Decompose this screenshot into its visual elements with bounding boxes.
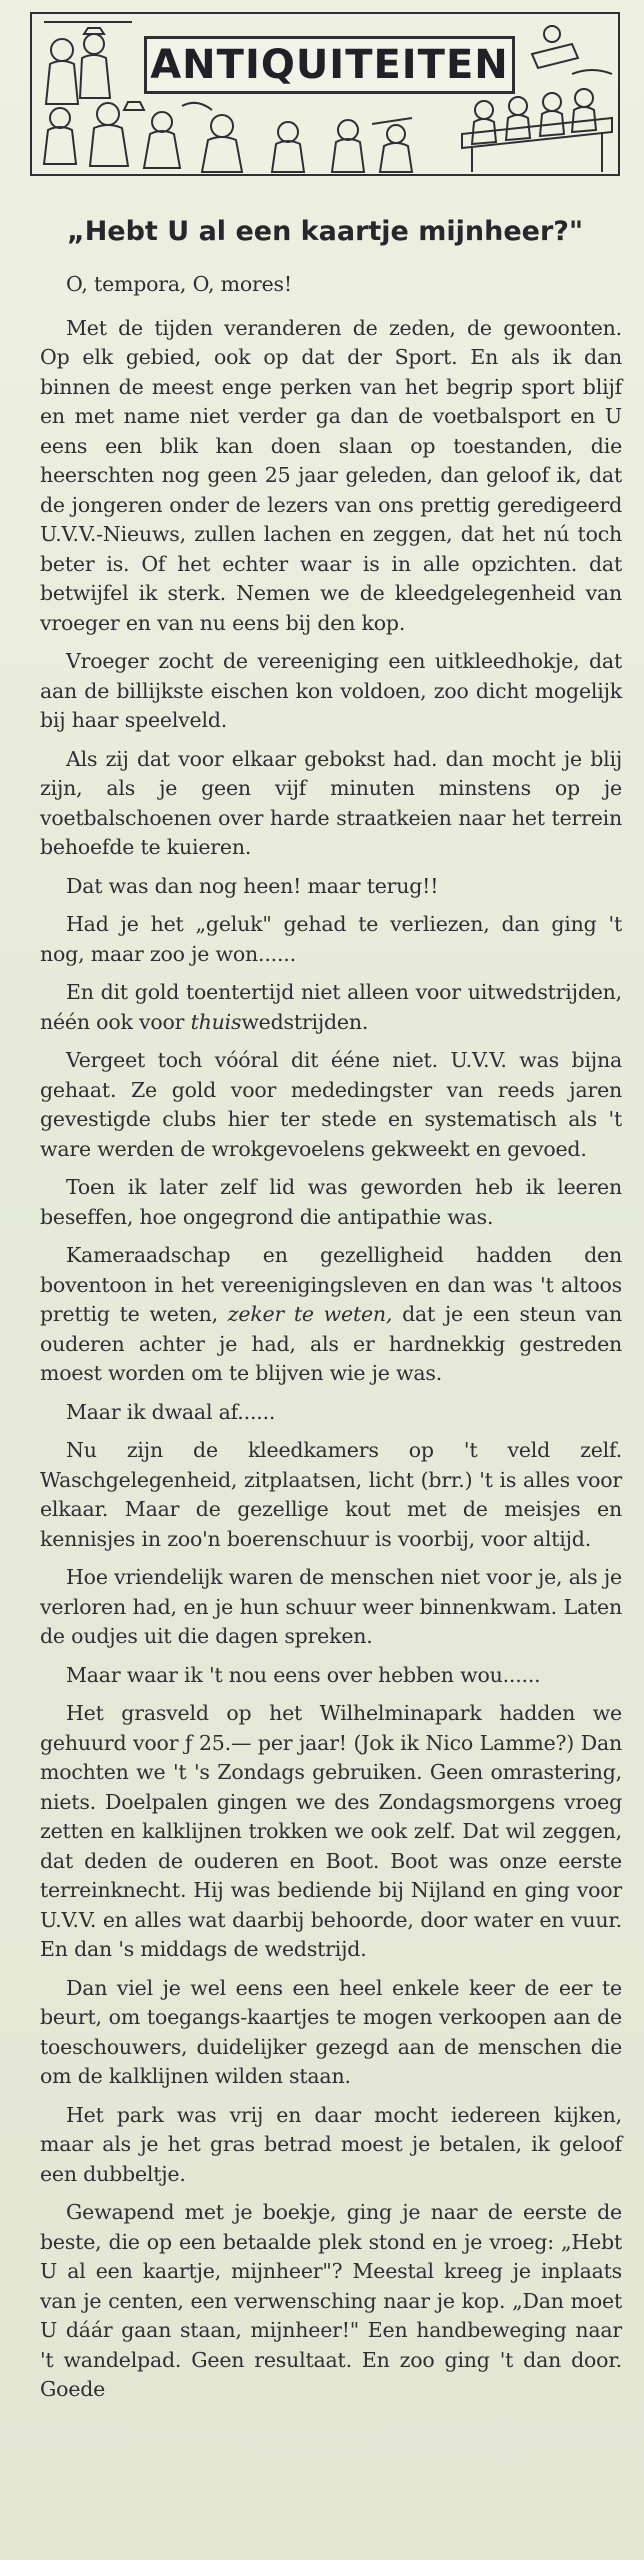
paragraph: Dat was dan nog heen! maar terug!! (66, 873, 439, 898)
paragraph: Had je het „geluk" gehad te verliezen, dan ging 't nog, maar zoo je won...... (40, 912, 622, 966)
article-motto: O, tempora, O, mores! (66, 272, 292, 296)
paragraph: Toen ik later zelf lid was geworden heb ik leeren beseffen, hoe ongegrond die antipathie was. (40, 1175, 622, 1229)
paragraph-text: En dit gold toentertijd niet alleen voor uitwedstrijden, néén ook voor (40, 980, 622, 1034)
paragraph: Het grasveld op het Wilhelminapark hadden we gehuurd voor ƒ 25.— per jaar! (Jok ik Nico Lamme?) Dan mochten we 't 's Zondags gebruiken. Geen omrastering, niets. Doelpalen gingen we des Zondagsmorgens vroeg zetten en kalklijnen trokken we ook zelf. Dat wil zeggen, dat deden de ouderen en Boot. Boot was onze eerste terreinknecht. Hij was bediende bij Nijland en ging voor U.V.V. en alles wat daarbij behoorde, door water en vuur. En dan 's middags de wedstrijd. (40, 1701, 622, 1961)
article-headline: „Hebt U al een kaartje mijnheer?" (66, 216, 584, 247)
paragraph: Het park was vrij en daar mocht iedereen kijken, maar als je het gras betrad moest je betalen, ik geloof een dubbeltje. (40, 2102, 622, 2186)
emphasis-text: zeker te weten, (227, 1302, 393, 1326)
paragraph: Met de tijden veranderen de zeden, de gewoonten. Op elk gebied, ook op dat der Sport. En als ik dan binnen de meest enge perken van het begrip sport blijf en met name niet verder ga dan de voetbalsport en U eens een blik kan doen slaan op toestanden, die heerschten nog geen 25 jaar geleden, dan geloof ik, dat de jongeren onder de lezers van ons prettig geredigeerd U.V.V.-Nieuws, zullen lachen en zeggen, dat het nú toch beter is. Of het echter waar is in alle opzichten. dat betwijfel ik sterk. Nemen we de kleedgelegenheid van vroeger en van nu eens bij den kop. (40, 315, 622, 635)
paragraph: Vergeet toch vóóral dit ééne niet. U.V.V. was bijna gehaat. Ze gold voor mededingster van reeds jaren gevestigde clubs hier ter stede en systematisch als 't ware werden de wrokgevoelens gekweekt en gevoed. (40, 1048, 622, 1161)
emphasis-text: thuis (190, 1009, 242, 1034)
paragraph-text: Kameraadschap en gezelligheid hadden den boventoon in het vereenigingsleven en dan was 't altoos prettig te weten, (40, 1243, 622, 1326)
paragraph-text: wedstrijden. (241, 1009, 369, 1034)
masthead-title: ANTIQUITEITEN (144, 36, 515, 94)
paragraph: Dan viel je wel eens een heel enkele keer de eer te beurt, om toegangs-kaartjes te mogen verkoopen aan de toeschouwers, duidelijker gezegd aan de menschen die om de kalklijnen wilden staan. (40, 1975, 622, 2088)
paragraph: Als zij dat voor elkaar gebokst had. dan mocht je blij zijn, als je geen vijf minuten minstens op je voetbalschoenen over harde straatkeien naar het terrein behoefde te kuieren. (40, 746, 622, 859)
paragraph (40, 978, 622, 1037)
paragraph: Vroeger zocht de vereeniging een uitkleedhokje, dat aan de billijkste eischen kon voldoen, zoo dicht mogelijk bij haar speelveld. (40, 649, 622, 732)
masthead-banner (30, 12, 620, 176)
paragraph: Hoe vriendelijk waren de menschen niet voor je, als je verloren had, en je hun schuur weer binnenkwam. Laten de oudjes uit die dagen spreken. (40, 1565, 622, 1648)
paragraph-text: dat je een steun van ouderen achter je had, als er hardnekkig gestreden moest worden om te blijven wie je was. (40, 1302, 622, 1385)
article-body (40, 270, 622, 2414)
paragraph: Maar waar ik 't nou eens over hebben wou...... (66, 1662, 541, 1687)
paragraph: Gewapend met je boekje, ging je naar de eerste de beste, die op een betaalde plek stond en je vroeg: „Hebt U al een kaartje, mijnheer"? Meestal kreeg je inplaats van je centen, een verwensching naar je kop. „Dan moet U dáár gaan staan, mijnheer!" Een handbeweging naar 't wandelpad. Geen resultaat. En zoo ging 't dan door. Goede (40, 2200, 622, 2401)
paragraph: Nu zijn de kleedkamers op 't veld zelf. Waschgelegenheid, zitplaatsen, licht (brr.) 't is alles voor elkaar. Maar de gezellige kout met de meisjes en kennisjes in zoo'n boerenschuur is voorbij, voor altijd. (40, 1438, 622, 1551)
paragraph (40, 1241, 622, 1389)
paragraph: Maar ik dwaal af...... (66, 1399, 276, 1424)
